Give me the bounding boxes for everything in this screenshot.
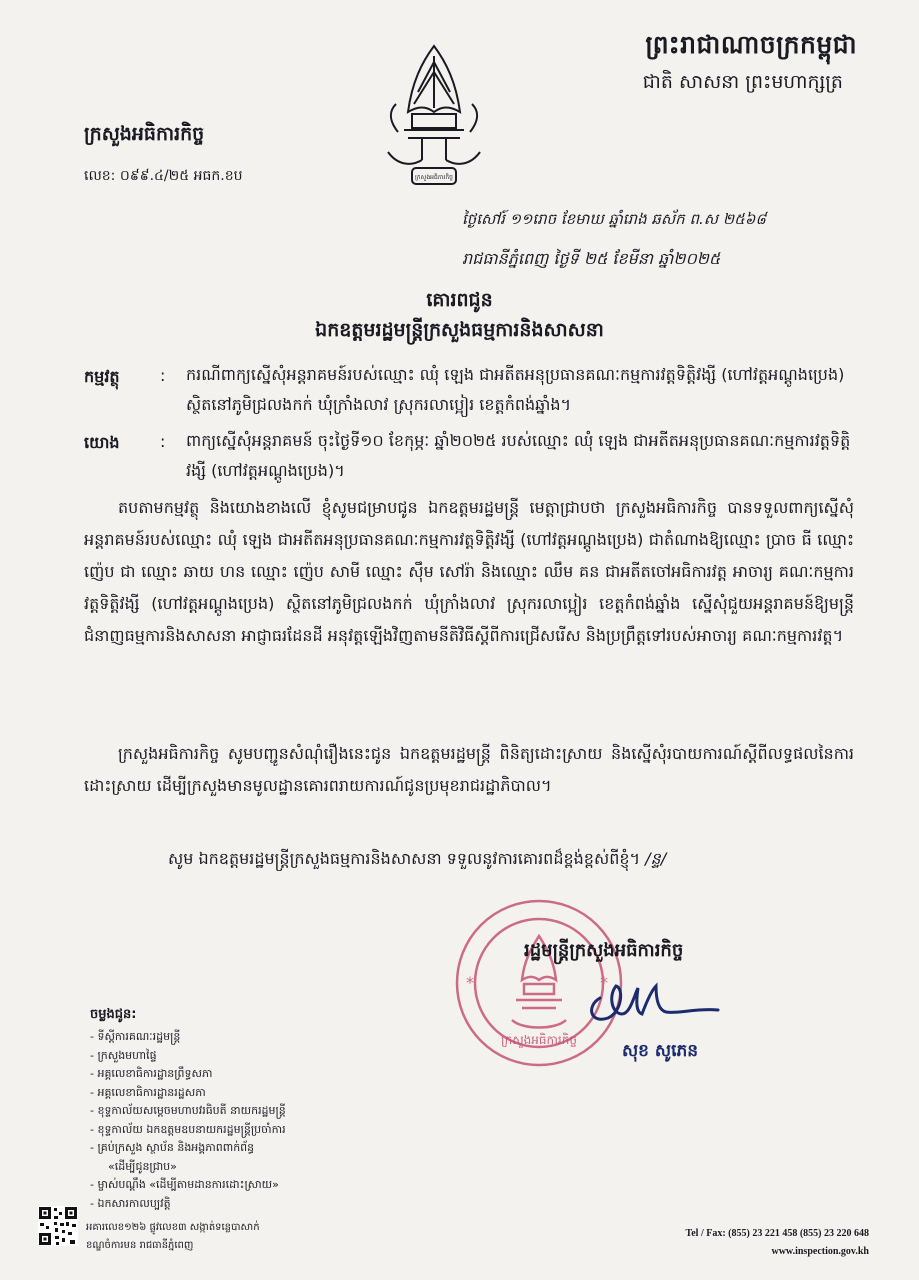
svg-text:*: * — [600, 973, 608, 992]
cc-item: - ម្ចាស់បណ្តឹង «ដើម្បីតាមដានការដោះស្រាយ» — [90, 1178, 279, 1191]
cc-item: - គ្រប់ក្រសួង ស្ថាប័ន និងអង្គភាពពាក់ព័ន្ធ — [90, 1141, 255, 1154]
subject-colon: : — [160, 366, 166, 385]
cc-item: - អគ្គលេខាធិការដ្ឋានរដ្ឋសភា — [90, 1085, 206, 1099]
reference-number: លេខ: ០៩៩.៤/២៥ អធក.ខប — [84, 168, 243, 184]
signer-title: រដ្ឋមន្ត្រីក្រសួងអធិការកិច្ច — [524, 940, 684, 961]
kingdom-title: ព្រះរាជាណាចក្រកម្ពុជា — [645, 30, 857, 59]
royal-emblem-icon — [378, 42, 490, 202]
cc-item: - ក្រសួងមហាផ្ទៃ — [90, 1048, 157, 1062]
recipient-label: គោរពជូន — [426, 289, 493, 311]
reference-text: ពាក្យស្នើសុំអន្តរាគមន៍ ចុះថ្ងៃទី១០ ខែកុម្ភៈ ឆ្នាំ២០២៥ របស់ឈ្មោះ ឈុំ ឡេង ជាអតីតអនុប្រធានគណៈកម្មការវត្តទិត្តិវង្សី (ហៅវត្តអណ្តូងប្រេង)។ — [186, 431, 851, 480]
cc-item: - អគ្គលេខាធិការដ្ឋានព្រឹទ្ធសភា — [90, 1067, 213, 1080]
subject-label: កម្មវត្ថុ — [84, 367, 120, 386]
cc-list — [90, 1028, 286, 1213]
recipient-name: ឯកឧត្តមរដ្ឋមន្ត្រីក្រសួងធម្មការនិងសាសនា — [315, 319, 604, 341]
address-line-2: ខណ្ឌចំការមន រាជធានីភ្នំពេញ — [86, 1240, 194, 1251]
svg-text:ក្រសួងអធិការកិច្ច: ក្រសួងអធិការកិច្ច — [415, 174, 453, 181]
national-motto: ជាតិ សាសនា ព្រះមហាក្សត្រ — [642, 71, 843, 93]
cc-item: - ខុទ្ទកាល័យសម្តេចមហាបវរធិបតី នាយករដ្ឋមន្ត្រី — [90, 1104, 286, 1117]
cc-item: - ទីស្តីការគណៈរដ្ឋមន្ត្រី — [90, 1030, 181, 1043]
ministry-name: ក្រសួងអធិការកិច្ច — [84, 123, 205, 145]
handwritten-signature-icon — [578, 968, 728, 1040]
cc-item: - ឯកសារកាលប្បវត្តិ — [90, 1196, 171, 1210]
body-paragraph-2: ក្រសួងអធិការកិច្ច សូមបញ្ជូនសំណុំរឿងនេះជូន ឯកឧត្តមរដ្ឋមន្ត្រី ពិនិត្យដោះស្រាយ និងស្នើសុំរបាយការណ៍ស្តីពីលទ្ធផលនៃការដោះស្រាយ ដើម្បីក្រសួងមានមូលដ្ឋានគោរពរាយការណ៍ជូនប្រមុខរាជរដ្ឋាភិបាល។ — [84, 744, 854, 795]
reference-label: យោង — [84, 433, 120, 452]
cc-title: ចម្លងជូន: — [90, 1007, 137, 1022]
reference-colon: : — [160, 432, 166, 451]
closing-text: សូម ឯកឧត្តមរដ្ឋមន្ត្រីក្រសួងធម្មការនិងសាសនា ទទួលនូវការគោរពដ៏ខ្ពង់ខ្ពស់ពីខ្ញុំ។ — [168, 849, 641, 868]
closing-mark: /ន្ទ/ — [645, 849, 667, 868]
svg-text:*: * — [466, 973, 474, 992]
cc-item: «ដើម្បីជូនជ្រាប» — [108, 1159, 177, 1173]
cc-item: - ខុទ្ទកាល័យ ឯកឧត្តមឧបនាយករដ្ឋមន្ត្រីប្រចាំការ — [90, 1122, 286, 1136]
gregorian-date: រាជធានីភ្នំពេញ ថ្ងៃទី ២៥ ខែមីនា ឆ្នាំ២០២៥ — [462, 249, 721, 268]
signer-name: សុខ សូភេន — [622, 1041, 699, 1061]
tel-fax: Tel / Fax: (855) 23 221 458 (855) 23 220 648 — [685, 1228, 869, 1239]
qr-code-icon — [38, 1206, 78, 1246]
address-line-1: អគារលេខ១២៦ ផ្លូវលេខ៣ សង្កាត់ទន្លេបាសាក់ — [86, 1222, 260, 1233]
lunar-date: ថ្ងៃសៅរ៍ ១១រោច ខែមាឃ ឆ្នាំរោង ឆស័ក ព.ស ២៥៦៨ — [462, 210, 767, 228]
closing-line — [84, 848, 864, 872]
subject-text: ករណីពាក្យស្នើសុំអន្តរាគមន៍របស់ឈ្មោះ ឈុំ ឡេង ជាអតីតអនុប្រធានគណៈកម្មការវត្តទិត្តិវង្សី (ហៅវត្តអណ្តូងប្រេង) ស្ថិតនៅភូមិជ្រលងកក់ ឃុំក្រាំងលាវ ស្រុករលាប្អៀរ ខេត្តកំពង់ឆ្នាំង។ — [186, 365, 845, 414]
body-paragraph-1: តបតាមកម្មវត្ថុ និងយោងខាងលើ ខ្ញុំសូមជម្រាបជូន ឯកឧត្តមរដ្ឋមន្ត្រី មេត្តាជ្រាបថា ក្រសួងអធិការកិច្ច បានទទួលពាក្យស្នើសុំអន្តរាគមន៍របស់ឈ្មោះ ឈុំ ឡេង ជាអតីតអនុប្រធានគណៈកម្មការវត្តទិត្តិវង្សី (ហៅវត្តអណ្តូងប្រេង) ជាតំណាងឱ្យឈ្មោះ ប្រាច ធី ឈ្មោះ ញ៉េប ជា ឈ្មោះ ឆាយ ហន ឈ្មោះ ញ៉េប សាមី ឈ្មោះ ស៊ឹម សៅរ៉ា និងឈ្មោះ ឈឹម គន ជាអតីតចៅអធិការវត្ត អាចារ្យ គណៈកម្មការវត្តទិត្តិវង្សី (ហៅវត្តអណ្តូងប្រេង) ស្ថិតនៅភូមិជ្រលងកក់ ឃុំក្រាំងលាវ ស្រុករលាប្អៀរ ខេត្តកំពង់ឆ្នាំង ស្នើសុំជួយអន្តរាគមន៍ឱ្យមន្ត្រីជំនាញធម្មការនិងសាសនា អាជ្ញាធរដែនដី អនុវត្តឡើងវិញតាមនីតិវិធីស្តីពីការជ្រើសរើស និងប្រព្រឹត្តទៅរបស់អាចារ្យ គណៈកម្មការវត្ត។ — [84, 498, 854, 645]
website-link[interactable]: www.inspection.gov.kh — [771, 1246, 869, 1257]
svg-text:ក្រសួងអធិការកិច្ច: ក្រសួងអធិការកិច្ច — [501, 1033, 577, 1047]
